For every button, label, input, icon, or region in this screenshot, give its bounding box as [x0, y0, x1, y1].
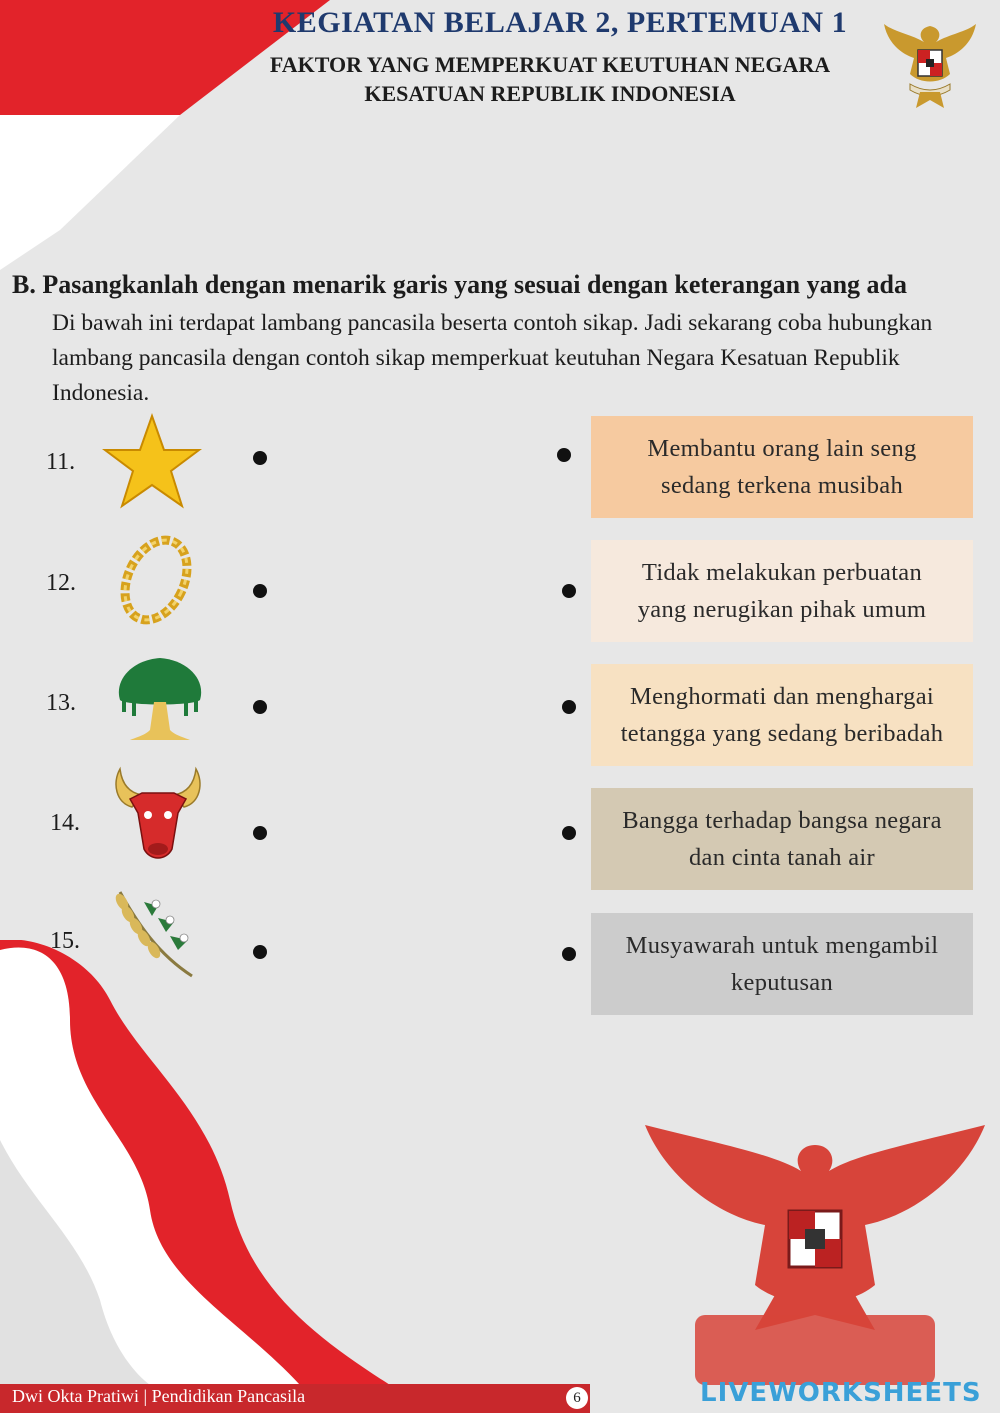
answer-4-line-2: dan cinta tanah air — [689, 844, 875, 871]
waving-flag-decoration — [0, 940, 400, 1385]
answer-1-line-2: sedang terkena musibah — [661, 472, 903, 499]
answer-5-line-2: keputusan — [730, 969, 834, 996]
right-dot-5[interactable] — [562, 947, 576, 961]
answer-2-line-1: Tidak melakukan perbuatan — [641, 559, 923, 586]
flag-corner-decoration — [0, 0, 330, 270]
bull-head-icon — [108, 765, 208, 865]
answer-5-line-1: Musyawarah untuk mengambil — [625, 932, 939, 959]
subtitle-line-2: KESATUAN REPUBLIK INDONESIA — [364, 81, 736, 106]
chain-icon — [106, 530, 206, 630]
worksheet-subtitle — [200, 50, 900, 108]
left-dot-14[interactable] — [253, 826, 267, 840]
answer-1-line-1: Membantu orang lain seng — [647, 435, 917, 462]
instruction-body: Di bawah ini terdapat lambang pancasila beserta contoh sikap. Jadi sekarang coba hubungkan lambang pancasila dengan contoh sikap memperkuat keutuhan Negara Kesatuan Republik Indonesia. — [52, 310, 933, 406]
left-dot-13[interactable] — [253, 700, 267, 714]
liveworksheets-watermark: LIVEWORKSHEETS — [700, 1378, 982, 1408]
left-dot-12[interactable] — [253, 584, 267, 598]
answer-card-3[interactable] — [591, 664, 973, 766]
answer-3-line-1: Menghormati dan menghargai — [629, 683, 934, 710]
item-number-13: 13. — [46, 690, 76, 716]
garuda-silhouette-decoration — [635, 1115, 995, 1385]
item-number-15: 15. — [50, 928, 80, 954]
item-number-12: 12. — [46, 570, 76, 596]
right-dot-3[interactable] — [562, 700, 576, 714]
answer-3-line-2: tetangga yang sedang beribadah — [620, 720, 944, 747]
left-dot-11[interactable] — [253, 451, 267, 465]
item-number-11: 11. — [46, 449, 76, 475]
answer-card-5[interactable] — [591, 913, 973, 1015]
footer-author: Dwi Okta Pratiwi | Pendidikan Pancasila — [12, 1386, 306, 1406]
answer-4-line-1: Bangga terhadap bangsa negara — [622, 807, 942, 834]
banyan-tree-icon — [110, 650, 210, 750]
instruction-title: B. Pasangkanlah dengan menarik garis yang sesuai dengan keterangan yang ada — [12, 270, 908, 299]
right-dot-2[interactable] — [562, 584, 576, 598]
star-icon — [102, 412, 202, 512]
page-number: 6 — [566, 1387, 588, 1409]
right-dot-1[interactable] — [557, 448, 571, 462]
item-number-14: 14. — [50, 810, 80, 836]
answer-card-1[interactable] — [591, 416, 973, 518]
answer-card-4[interactable] — [591, 788, 973, 890]
worksheet-title: KEGIATAN BELAJAR 2, PERTEMUAN 1 — [272, 6, 848, 39]
answer-card-2[interactable] — [591, 540, 973, 642]
right-dot-4[interactable] — [562, 826, 576, 840]
answer-2-line-2: yang nerugikan pihak umum — [637, 596, 927, 623]
subtitle-line-1: FAKTOR YANG MEMPERKUAT KEUTUHAN NEGARA — [269, 52, 831, 77]
